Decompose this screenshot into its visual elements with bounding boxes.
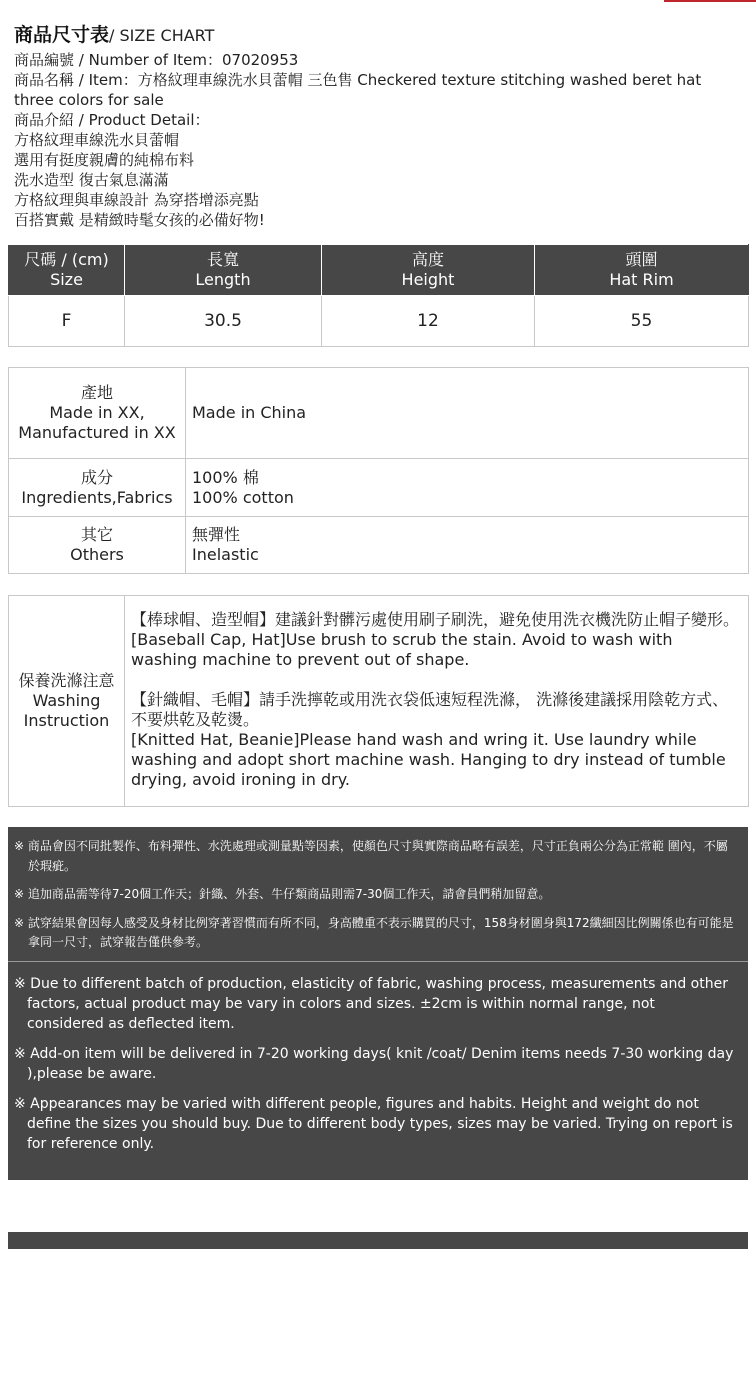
washing-table xyxy=(8,595,749,807)
size-table xyxy=(8,244,749,347)
washing-row xyxy=(9,596,749,807)
origin-label xyxy=(9,368,186,459)
header-size-en: Size xyxy=(50,270,83,289)
top-accent-bar xyxy=(664,0,756,2)
washing-knit-en: [Knitted Hat, Beanie]Please hand wash and wring it. Use laundry while washing and adopt short machine wash. Hanging to dry instead of tumble drying, avoid ironing in dry. xyxy=(131,730,726,789)
header-hat-rim xyxy=(535,245,749,296)
info-item-name: 商品名稱 / Item：方格紋理車線洗水貝蕾帽 三色售 Checkered texture stitching washed beret hat three colors for sale xyxy=(14,71,707,109)
cell-length: 30.5 xyxy=(125,296,322,347)
washing-knit-zh: 【針織帽、毛帽】請手洗擰乾或用洗衣袋低速短程洗滌， 洗滌後建議採用陰乾方式、不要烘乾及乾燙。 xyxy=(131,690,729,729)
info-detail-line: 百搭實戴 是精緻時髦女孩的必備好物! xyxy=(14,211,265,229)
info-detail-line: 方格紋理與車線設計 為穿搭增添亮點 xyxy=(14,191,259,209)
product-info xyxy=(14,50,744,230)
notes-zh xyxy=(8,827,748,961)
cell-height: 12 xyxy=(322,296,535,347)
note-en-item: ※ Due to different batch of production, elasticity of fabric, washing process, measurements and other factors, actual product may be vary in colors and sizes. ±2cm is within normal range, not considered as deflected item. xyxy=(14,976,728,1032)
title-en: / SIZE CHART xyxy=(109,26,215,45)
header-size-zh: 尺碼 / (cm) xyxy=(24,250,109,269)
washing-cap-zh: 【棒球帽、造型帽】建議針對髒污處使用刷子刷洗，避免使用洗衣機洗防止帽子變形。 xyxy=(131,610,740,629)
header-height xyxy=(322,245,535,296)
others-label-zh: 其它 xyxy=(80,525,113,544)
note-en-item: ※ Appearances may be varied with different people, figures and habits. Height and weight do not define the sizes you should buy. Due to different body types, sizes may be varied. Trying on report is for reference only. xyxy=(14,1096,733,1152)
info-detail-line: 洗水造型 復古氣息滿滿 xyxy=(14,171,169,189)
ingredients-value-zh: 100% 棉 xyxy=(192,467,259,487)
ingredients-label xyxy=(9,459,186,517)
header-length-en: Length xyxy=(195,270,251,289)
note-zh-item: ※ 商品會因不同批製作、布料彈性、水洗處理或測量點等因素，使顏色尺寸與實際商品略有誤差，尺寸正負兩公分為正常範 圍內，不屬於瑕疵。 xyxy=(14,839,728,873)
origin-value xyxy=(186,368,749,459)
header-hat-rim-en: Hat Rim xyxy=(609,270,674,289)
ingredients-value xyxy=(186,459,749,517)
bottom-bar xyxy=(8,1232,748,1249)
cell-size: F xyxy=(9,296,125,347)
product-meta-table xyxy=(8,367,749,574)
notes-panel xyxy=(8,827,748,1180)
size-table-header xyxy=(9,245,749,296)
info-detail-line: 方格紋理車線洗水貝蕾帽 xyxy=(14,131,180,149)
header-height-en: Height xyxy=(401,270,455,289)
page-title xyxy=(14,20,214,47)
title-zh: 商品尺寸表 xyxy=(14,24,110,46)
note-zh-item: ※ 追加商品需等待7-20個工作天；針織、外套、牛仔類商品則需7-30個工作天，請會員們稍加留意。 xyxy=(14,887,551,901)
others-label-en: Others xyxy=(70,545,124,564)
header-size xyxy=(9,245,125,296)
header-height-zh: 高度 xyxy=(411,250,444,269)
meta-row-origin xyxy=(9,368,749,459)
header-hat-rim-zh: 頭圍 xyxy=(625,250,658,269)
washing-instructions xyxy=(125,596,749,807)
others-value xyxy=(186,517,749,574)
origin-value-text: Made in China xyxy=(192,403,307,422)
header-length-zh: 長寬 xyxy=(206,250,239,269)
ingredients-label-en: Ingredients,Fabrics xyxy=(21,487,173,507)
washing-label xyxy=(9,596,125,807)
info-item-number: 商品編號 / Number of Item：07020953 xyxy=(14,51,299,69)
cell-hat-rim: 55 xyxy=(535,296,749,347)
others-label xyxy=(9,517,186,574)
meta-row-ingredients xyxy=(9,459,749,517)
ingredients-value-en: 100% cotton xyxy=(192,487,294,507)
others-value-en: Inelastic xyxy=(192,545,259,564)
ingredients-label-zh: 成分 xyxy=(80,467,113,487)
meta-row-others xyxy=(9,517,749,574)
origin-label-en: Made in XX, Manufactured in XX xyxy=(18,403,176,442)
info-detail-label: 商品介紹 / Product Detail： xyxy=(14,111,210,129)
origin-label-zh: 產地 xyxy=(80,383,113,402)
info-detail-line: 選用有挺度親膚的純棉布料 xyxy=(14,151,195,169)
notes-en xyxy=(8,962,748,1154)
header-length xyxy=(125,245,322,296)
note-zh-item: ※ 試穿結果會因每人感受及身材比例穿著習慣而有所不同，身高體重不表示購買的尺寸，158身材圍身與172纖細因比例關係也有可能是拿同一尺寸，試穿報告僅供參考。 xyxy=(14,915,734,949)
washing-label-en: Washing Instruction xyxy=(23,691,110,730)
table-row xyxy=(9,296,749,347)
washing-label-zh: 保養洗滌注意 xyxy=(18,671,115,690)
washing-cap-en: [Baseball Cap, Hat]Use brush to scrub the stain. Avoid to wash with washing machine to prevent out of shape. xyxy=(131,630,673,669)
note-en-item: ※ Add-on item will be delivered in 7-20 working days( knit /coat/ Denim items needs 7-30 working day ),please be aware. xyxy=(14,1046,734,1082)
others-value-zh: 無彈性 xyxy=(192,525,241,544)
